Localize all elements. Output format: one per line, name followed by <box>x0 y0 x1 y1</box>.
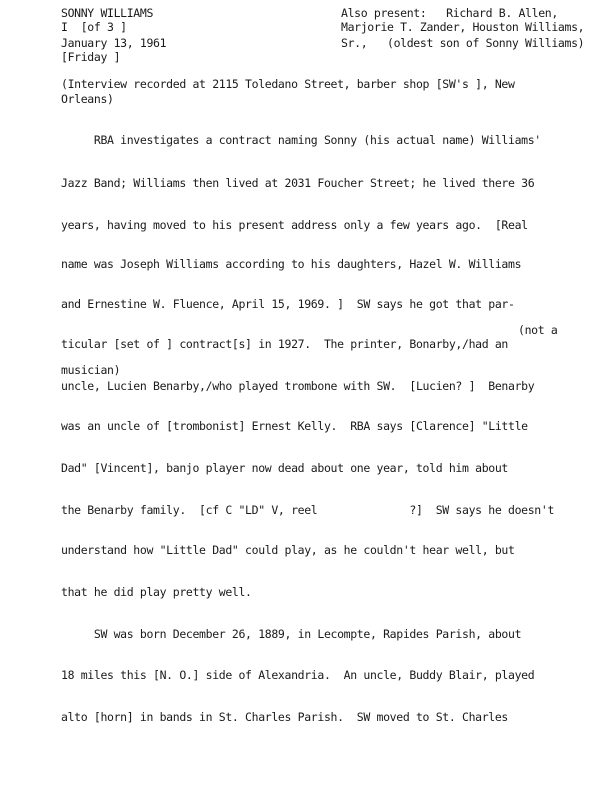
body-line: SW was born December 26, 1889, in Lecompte, Rapides Parish, about <box>61 627 522 641</box>
header-also-present: Also present: Richard B. Allen, <box>341 6 558 20</box>
body-line: years, having moved to his present address only a few years ago. [Real <box>61 218 528 232</box>
body-line: uncle, Lucien Benarby,/who played trombone with SW. [Lucien? ] Benarby <box>61 379 535 393</box>
header-present-names: Marjorie T. Zander, Houston Williams, <box>341 20 585 34</box>
intro-line-2: Orleans) <box>61 92 114 106</box>
body-line: alto [horn] in bands in St. Charles Parish. SW moved to St. Charles <box>61 710 509 724</box>
body-line: understand how "Little Dad" could play, as he couldn't hear well, but <box>61 543 515 557</box>
intro-line-1: (Interview recorded at 2115 Toledano Street, barber shop [SW's ], New <box>61 77 515 91</box>
body-line: ticular [set of ] contract[s] in 1927. The printer, Bonarby,/had an <box>61 337 509 351</box>
body-line: and Ernestine W. Fluence, April 15, 1969. ] SW says he got that par- <box>61 297 515 311</box>
body-line: 18 miles this [N. O.] side of Alexandria. An uncle, Buddy Blair, played <box>61 668 535 682</box>
header-weekday: [Friday ] <box>61 50 121 64</box>
interlinear-insertion: (not a <box>518 323 558 337</box>
body-line: RBA investigates a contract naming Sonny (his actual name) Williams' <box>61 133 541 147</box>
header-reel: I [of 3 ] <box>61 20 127 34</box>
body-line: Jazz Band; Williams then lived at 2031 Foucher Street; he lived there 36 <box>61 176 535 190</box>
header-interviewee: SONNY WILLIAMS <box>61 6 154 20</box>
body-line: was an uncle of [trombonist] Ernest Kelly. RBA says [Clarence] "Little <box>61 419 528 433</box>
header-date: January 13, 1961 <box>61 36 167 50</box>
body-line: the Benarby family. [cf C "LD" V, reel ?] SW says he doesn't <box>61 503 555 517</box>
interlinear-insertion: musician) <box>61 363 121 377</box>
body-line: name was Joseph Williams according to his daughters, Hazel W. Williams <box>61 257 522 271</box>
header-present-note: Sr., (oldest son of Sonny Williams) <box>341 36 585 50</box>
body-line: Dad" [Vincent], banjo player now dead about one year, told him about <box>61 461 509 475</box>
body-line: that he did play pretty well. <box>61 585 252 599</box>
